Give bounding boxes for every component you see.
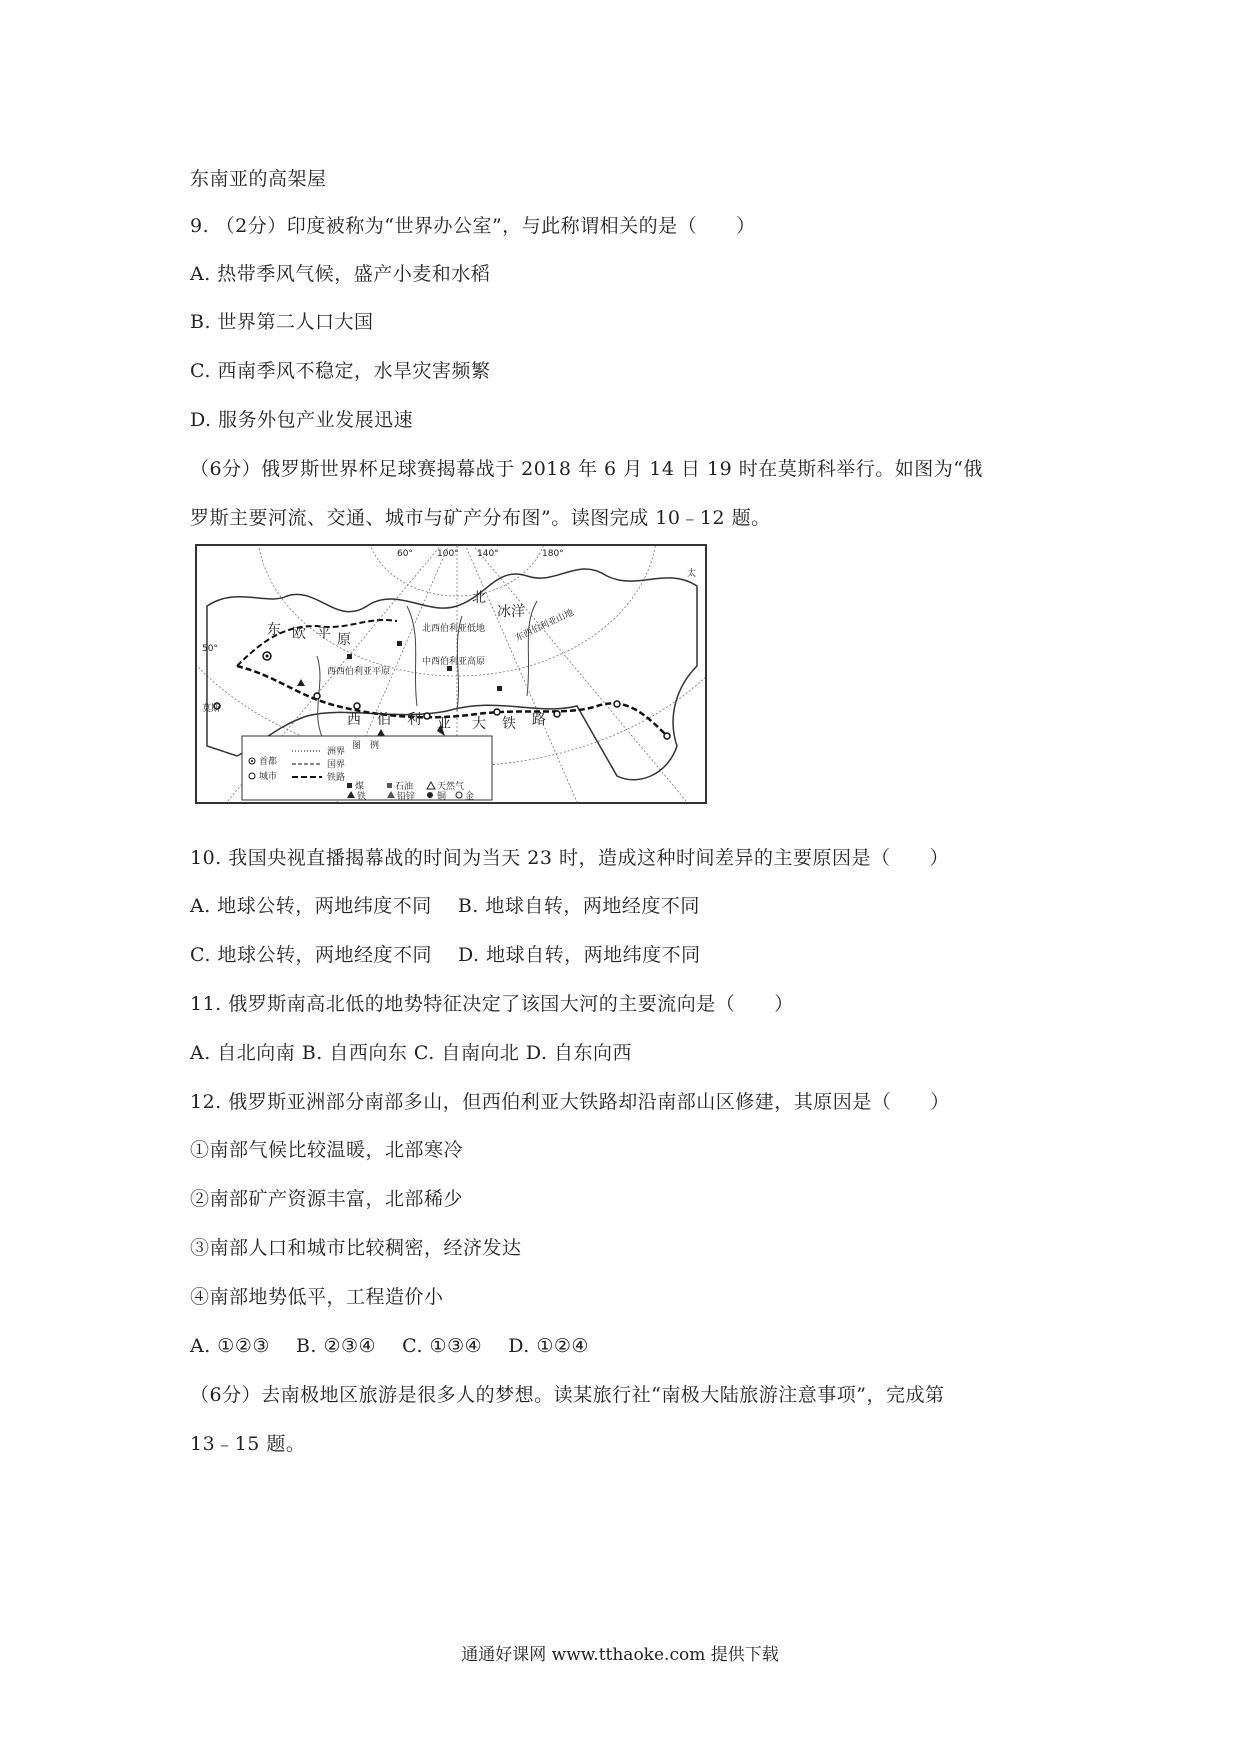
map-label-east-europe-2: 欧 [292,626,306,642]
page-footer: 通通好课网 www.tthaoke.com 提供下载 [461,1645,779,1665]
map-label-pacific: 太 [687,569,697,579]
map-legend [242,736,492,802]
question-12-item-2: ②南部矿产资源丰富，北部稀少 [190,1188,464,1210]
question-10-options-cd: C. 地球公转，两地经度不同 D. 地球自转，两地纬度不同 [190,944,701,966]
legend-iron: 铁 [357,792,367,802]
question-9-option-a: A. 热带季风气候，盛产小麦和水稻 [190,263,491,285]
legend-coal: 煤 [355,782,365,792]
legend-title: 图 例 [352,741,380,751]
russia-map-figure [195,544,707,804]
map-label-rail-1: 西 [347,712,361,728]
question-9: 9. （2分）印度被称为“世界办公室”，与此称谓相关的是（ ） [190,215,756,237]
legend-boundary-continent: 洲界 [327,747,346,757]
map-label-east-europe-3: 平 [317,626,331,642]
legend-capital: 首都 [259,757,278,767]
question-9-option-d: D. 服务外包产业发展迅速 [190,409,414,431]
passage-intro-line-2: 罗斯主要河流、交通、城市与矿产分布图”。读图完成 10﹣12 题。 [190,507,771,529]
text-line-heading: 东南亚的高架屋 [190,168,327,190]
legend-oil: 石油 [395,782,414,792]
question-11: 11. 俄罗斯南高北低的地势特征决定了该国大河的主要流向是（ ） [190,993,794,1015]
question-9-option-b: B. 世界第二人口大国 [190,311,374,333]
legend-lead: 铅锌 [397,792,416,802]
passage-intro-line-3: （6分）去南极地区旅游是很多人的梦想。读某旅行社“南极大陆旅游注意事项”，完成第 [190,1384,945,1406]
passage-intro-line-4: 13﹣15 题。 [190,1433,306,1455]
map-label-rail-7: 路 [532,712,546,728]
question-10-options-ab: A. 地球公转，两地纬度不同 B. 地球自转，两地经度不同 [190,895,700,917]
legend-gold: 金 [465,792,475,802]
legend-railway: 铁路 [327,773,346,783]
map-label-rail-3: 利 [407,712,421,728]
question-10: 10. 我国央视直播揭幕战的时间为当天 23 时，造成这种时间差异的主要原因是（ ） [190,847,950,869]
map-label-lon140: 140° [477,549,499,559]
map-label-rail-6: 铁 [502,716,516,732]
map-label-lon100: 100° [437,549,459,559]
russia-map-svg [197,546,705,802]
map-label-north: 北 [472,590,486,606]
map-label-w-siberia: 西西伯利亚平原 [327,667,391,677]
trans-siberian-railway [237,666,667,736]
question-9-option-c: C. 西南季风不稳定，水旱灾害频繁 [190,360,491,382]
map-label-east-europe-4: 原 [337,632,351,648]
map-label-east-europe-1: 东 [267,622,281,638]
map-label-rail-2: 伯 [377,712,391,728]
passage-intro-line-1: （6分）俄罗斯世界杯足球赛揭幕战于 2018 年 6 月 14 日 19 时在莫斯科举行。如图为“俄 [190,458,983,480]
question-12-item-4: ④南部地势低平，工程造价小 [190,1286,444,1308]
map-label-rail-5: 大 [472,716,486,732]
map-label-moscow: 莫斯 [202,704,221,714]
question-11-options: A. 自北向南 B. 自西向东 C. 自南向北 D. 自东向西 [190,1042,633,1064]
legend-copper: 铜 [437,792,447,802]
question-12: 12. 俄罗斯亚洲部分南部多山，但西伯利亚大铁路却沿南部山区修建，其原因是（ ） [190,1091,950,1113]
legend-city: 城市 [259,772,278,782]
question-12-options: A. ①②③ B. ②③④ C. ①③④ D. ①②④ [190,1335,589,1357]
map-label-rail-4: 亚 [437,716,451,732]
map-label-lon60: 60° [397,549,413,559]
map-label-e-siberia: 东西伯利亚山地 [514,608,576,644]
map-label-n-siberia: 北西伯利亚低地 [422,624,486,634]
map-label-lon180: 180° [542,549,564,559]
question-12-item-3: ③南部人口和城市比较稠密，经济发达 [190,1237,522,1259]
legend-gas: 天然气 [437,782,465,792]
question-12-item-1: ①南部气候比较温暖，北部寒冷 [190,1139,464,1161]
map-label-ocean: 冰洋 [497,604,525,620]
legend-boundary-country: 国界 [327,760,346,770]
map-label-lat50: 50° [202,644,218,654]
map-label-c-siberia: 中西伯利亚高原 [422,657,486,667]
